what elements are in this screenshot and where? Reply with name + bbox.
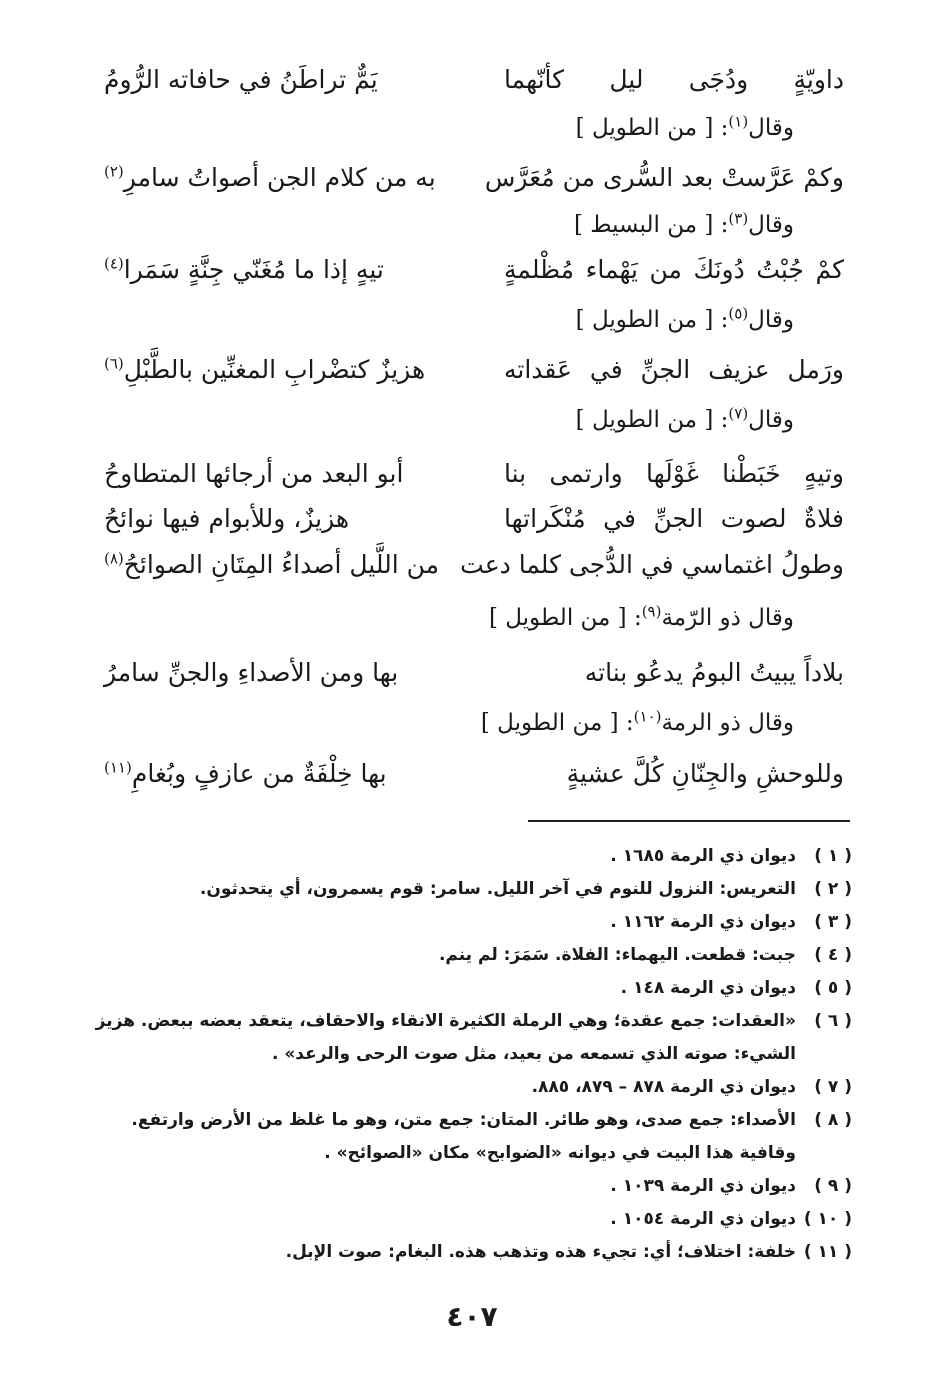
footnote-text: ديوان ذي الرمة ٨٧٨ – ٨٧٩، ٨٨٥.	[531, 1077, 796, 1097]
footnote-text: ديوان ذي الرمة ١٤٨ .	[620, 978, 796, 998]
footnote-text: خلفة: اختلاف؛ أي: تجيء هذه وتذهب هذه. البغام: صوت الإبل.	[285, 1242, 796, 1262]
poem-attribution	[576, 108, 794, 148]
verse-second-hemistich-text: هزيزٌ كتضْرابِ المغنِّين بالطَّبْلِ	[123, 355, 426, 384]
verse-second-hemistich	[104, 752, 444, 796]
verse-second-hemistich	[104, 156, 444, 200]
verse-second-hemistich	[104, 497, 444, 541]
footnote-number: ( ٢ )	[814, 879, 852, 899]
verse-second-hemistich	[104, 452, 444, 496]
footnote-item	[82, 972, 852, 1005]
footnote-separator	[528, 820, 850, 822]
footnote-number: ( ٧ )	[814, 1077, 852, 1097]
verse-second-hemistich-text: تيهٍ إذا ما مُغَنّي جِنَّةٍ سَمَرا	[123, 255, 384, 284]
footnote-item	[82, 906, 852, 939]
poem-attribution	[574, 205, 794, 245]
attribution-text: وقال	[748, 407, 794, 433]
verse-second-hemistich-text: هزيزٌ، وللأبوام فيها نوائحُ	[104, 504, 350, 533]
footnote-text: ديوان ذي الرمة ١٦٨٥ .	[610, 846, 796, 866]
verse-first-hemistich: وللوحشِ والجِنّانِ كُلَّ عشيةٍ	[566, 759, 844, 788]
meter-label: : [ من الطويل ]	[575, 115, 729, 141]
poem-attribution	[481, 703, 794, 743]
footnote-item	[82, 840, 852, 873]
verse-first-hemistich: وكمْ عَرَّستْ بعد السُّرى من مُعَرَّس	[484, 163, 844, 192]
verse-first-hemistich: فلاةٌ لصوت الجنِّ في مُنْكَراتها	[504, 504, 844, 533]
footnotes	[82, 840, 852, 1269]
footnote-reference[interactable]: (٢)	[104, 162, 124, 181]
meter-label: : [ من الطويل ]	[575, 307, 729, 333]
footnote-number: ( ١٠ )	[803, 1209, 852, 1229]
meter-label: : [ من البسيط ]	[573, 212, 729, 238]
footnote-text: ديوان ذي الرمة ١٠٥٤ .	[610, 1209, 796, 1229]
footnote-item	[82, 873, 852, 906]
footnote-item	[82, 1236, 852, 1269]
verse-first-hemistich: داويّةٍ ودُجَى ليل كأنّهما	[504, 65, 844, 94]
poem-verse	[104, 543, 844, 587]
verse-second-hemistich	[104, 348, 444, 392]
verse-second-hemistich-text: من اللَّيل أصداءُ المِتَانِ الصوائحُ	[123, 550, 440, 579]
verse-second-hemistich-text: يَمٌّ تراطَنُ في حافاته الرُّومُ	[104, 65, 378, 94]
verse-second-hemistich-text: أبو البعد من أرجائها المتطاوحُ	[104, 459, 404, 488]
verse-second-hemistich-text: بها ومن الأصداءِ والجنِّ سامرُ	[104, 658, 399, 687]
footnote-item	[82, 1104, 852, 1170]
footnote-reference[interactable]: (٧)	[728, 404, 749, 423]
footnote-item	[82, 1170, 852, 1203]
page-number: ٤٠٧	[446, 1300, 498, 1333]
footnote-number: ( ٤ )	[814, 945, 852, 965]
verse-second-hemistich	[104, 248, 444, 292]
verse-first-hemistich: ورَمل عزيف الجنِّ في عَقداته	[504, 355, 844, 384]
footnote-number: ( ٩ )	[814, 1176, 852, 1196]
footnote-text: جبت: قطعت. اليهماء: الفلاة. سَمَرَ: لم ينم.	[438, 945, 796, 965]
attribution-text: وقال	[748, 212, 794, 238]
attribution-text: وقال	[748, 115, 794, 141]
poem-verse	[104, 156, 844, 200]
footnote-item	[82, 1005, 852, 1071]
footnote-reference[interactable]: (٩)	[641, 602, 662, 621]
meter-label: : [ من الطويل ]	[575, 407, 729, 433]
footnote-text: الأصداء: جمع صدى، وهو طائر. المتان: جمع متن، وهو ما غلظ من الأرض وارتفع. وقافية هذا البيت في ديوانه «الضوابح» مكان «الصوائح» .	[131, 1110, 796, 1163]
verse-first-hemistich: كمْ جُبْتُ دُونَكَ من يَهْماء مُظْلمةٍ	[504, 255, 844, 284]
footnote-reference[interactable]: (٥)	[728, 304, 749, 323]
poem-verse	[104, 248, 844, 292]
footnote-item	[82, 1071, 852, 1104]
poem-verse	[104, 452, 844, 496]
poem-verse	[104, 497, 844, 541]
poem-attribution	[489, 598, 794, 638]
footnote-reference[interactable]: (١٠)	[633, 707, 662, 726]
attribution-text: وقال ذو الرّمة	[661, 605, 794, 631]
footnote-reference[interactable]: (١)	[728, 112, 749, 131]
footnote-text: التعريس: النزول للنوم في آخر الليل. سامر: قوم يسمرون، أي يتحدثون.	[199, 879, 796, 899]
verse-second-hemistich	[104, 651, 444, 695]
footnote-number: ( ٨ )	[814, 1110, 852, 1130]
footnote-reference[interactable]: (٨)	[104, 549, 124, 568]
meter-label: : [ من الطويل ]	[480, 710, 634, 736]
footnote-reference[interactable]: (٦)	[104, 354, 124, 373]
poem-verse	[104, 58, 844, 102]
footnote-text: ديوان ذي الرمة ١١٦٢ .	[610, 912, 796, 932]
verse-first-hemistich: بلاداً يبيتُ البومُ يدعُو بناته	[584, 658, 844, 687]
verse-first-hemistich: وتيهٍ خَبَطْنا غَوْلَها وارتمى بنا	[504, 459, 844, 488]
footnote-reference[interactable]: (٣)	[728, 209, 749, 228]
attribution-text: وقال	[748, 307, 794, 333]
footnote-reference[interactable]: (٤)	[104, 254, 124, 273]
footnote-number: ( ٣ )	[814, 912, 852, 932]
poem-attribution	[576, 400, 794, 440]
footnote-reference[interactable]: (١١)	[104, 758, 132, 777]
poem-verse	[104, 752, 844, 796]
verse-second-hemistich-text: بها خِلْفَةٌ من عازفٍ وبُغامِ	[131, 759, 387, 788]
poem-verse	[104, 651, 844, 695]
meter-label: : [ من الطويل ]	[488, 605, 642, 631]
verse-second-hemistich	[104, 58, 444, 102]
attribution-text: وقال ذو الرمة	[661, 710, 794, 736]
poem-verse	[104, 348, 844, 392]
footnote-text: «العقدات: جمع عقدة؛ وهي الرملة الكثيرة الانقاء والاحقاف، يتعقد بعضه ببعض. هزيز الشيء: صوته الذي تسمعه من بعيد، مثل صوت الرحى والرعد» .	[95, 1011, 796, 1064]
footnote-item	[82, 939, 852, 972]
footnote-number: ( ٥ )	[814, 978, 852, 998]
verse-second-hemistich-text: به من كلام الجن أصواتُ سامرِ	[123, 163, 436, 192]
verse-first-hemistich: وطولُ اغتماسي في الدُّجى كلما دعت	[460, 550, 844, 579]
footnote-number: ( ٦ )	[814, 1011, 852, 1031]
verse-second-hemistich	[104, 543, 444, 587]
footnote-text: ديوان ذي الرمة ١٠٣٩ .	[610, 1176, 796, 1196]
footnote-number: ( ١١ )	[803, 1242, 852, 1262]
footnote-item	[82, 1203, 852, 1236]
poem-attribution	[576, 300, 794, 340]
footnote-number: ( ١ )	[814, 846, 852, 866]
